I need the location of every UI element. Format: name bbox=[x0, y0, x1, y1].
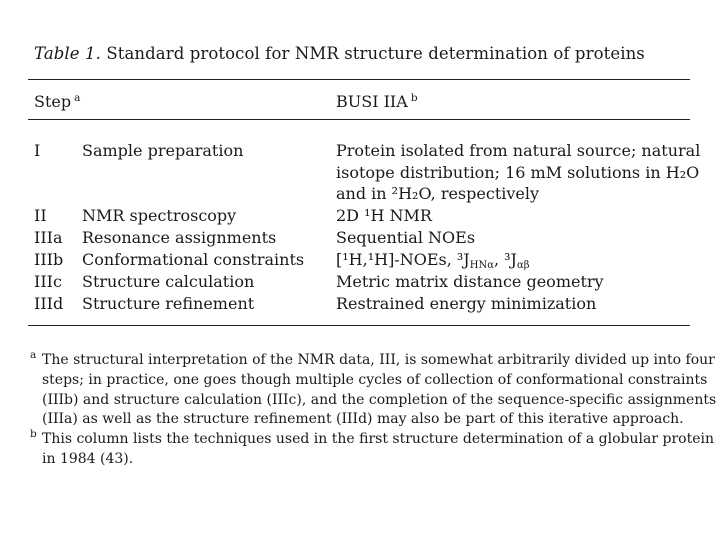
header-technique-footnote-mark: b bbox=[410, 92, 418, 104]
row-technique bbox=[336, 140, 700, 205]
technique-line: and in ²H₂O, respectively bbox=[336, 184, 540, 203]
row-step: II bbox=[34, 206, 47, 225]
row-step: IIIc bbox=[34, 272, 62, 291]
footnotes bbox=[30, 349, 717, 470]
technique-line: Protein isolated from natural source; natural bbox=[336, 141, 701, 160]
row-step: IIId bbox=[34, 294, 64, 313]
row-step: IIIb bbox=[34, 250, 64, 269]
footnote-line: steps; in practice, one goes though multiple cycles of collection of conformational constraints bbox=[42, 371, 708, 388]
row-technique: [¹H,¹H]-NOEs, $^3J_{HN\alpha}$, $^3J_{\alpha\beta}$ bbox=[336, 250, 530, 271]
row-technique: Sequential NOEs bbox=[336, 228, 476, 247]
row-name: Sample preparation bbox=[82, 141, 244, 160]
row-name: Structure calculation bbox=[82, 272, 255, 291]
row-technique: 2D ¹H NMR bbox=[336, 206, 432, 225]
footnote-line: This column lists the techniques used in the first structure determination of a globular protein bbox=[42, 431, 714, 448]
footnote-line: (IIIa) as well as the structure refinement (IIId) may also be part of this iterative approach. bbox=[42, 411, 684, 428]
technique-line: isotope distribution; 16 mM solutions in H₂O bbox=[336, 162, 700, 182]
row-name: Resonance assignments bbox=[82, 228, 277, 247]
row-name: NMR spectroscopy bbox=[82, 206, 237, 225]
footnote-mark: a bbox=[30, 349, 37, 361]
bottom-rule bbox=[28, 325, 690, 326]
header-technique bbox=[336, 92, 418, 111]
table-caption bbox=[34, 44, 645, 63]
table-label: Table 1. bbox=[34, 44, 101, 63]
footnote-a bbox=[30, 349, 717, 430]
header-step-label: Step bbox=[34, 92, 72, 111]
header-rule bbox=[28, 119, 690, 120]
row-name: Conformational constraints bbox=[82, 250, 305, 269]
row-technique: Restrained energy minimization bbox=[336, 294, 597, 313]
header-step bbox=[34, 92, 80, 111]
row-step: I bbox=[34, 141, 41, 160]
footnote-mark: b bbox=[30, 428, 37, 441]
header-technique-label: BUSI IIA bbox=[336, 92, 408, 111]
table-title: Standard protocol for NMR structure determination of proteins bbox=[106, 44, 645, 63]
row-technique: Metric matrix distance geometry bbox=[336, 272, 604, 291]
footnote-line: in 1984 (43). bbox=[42, 450, 134, 467]
row-name: Structure refinement bbox=[82, 294, 255, 313]
footnote-b bbox=[30, 428, 714, 470]
top-rule bbox=[28, 79, 690, 80]
footnote-line: (IIIb) and structure calculation (IIIc), and the completion of the sequence-specific assignments bbox=[42, 391, 717, 408]
row-step: IIIa bbox=[34, 228, 63, 247]
header-step-footnote-mark: a bbox=[74, 92, 81, 104]
footnote-line: The structural interpretation of the NMR data, III, is somewhat arbitrarily divided up into four bbox=[42, 352, 715, 368]
